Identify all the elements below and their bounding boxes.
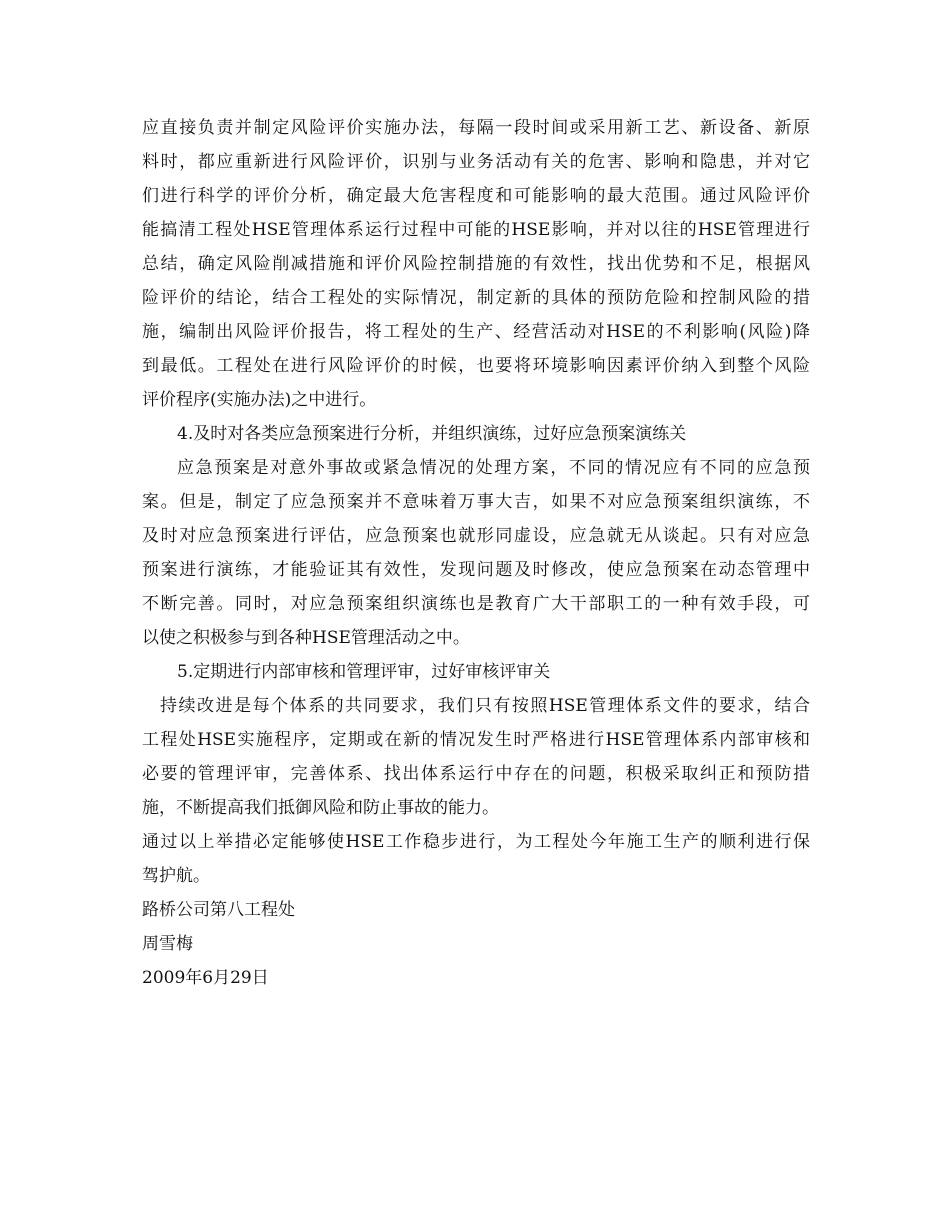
body-line: 能搞清工程处HSE管理体系运行过程中可能的HSE影响，并对以往的HSE管理进行 <box>142 220 810 240</box>
section-heading: 5.定期进行内部审核和管理评审，过好审核评审关 <box>177 662 551 682</box>
body-line: 及时对应急预案进行评估，应急预案也就形同虚设，应急就无从谈起。只有对应急 <box>142 526 810 546</box>
closing-line: 驾护航。 <box>142 866 210 886</box>
body-line: 工程处HSE实施程序，定期或在新的情况发生时严格进行HSE管理体系内部审核和 <box>142 730 810 750</box>
body-line: 总结，确定风险削减措施和评价风险控制措施的有效性，找出优势和不足，根据风 <box>142 254 810 274</box>
body-line: 案。但是，制定了应急预案并不意味着万事大吉，如果不对应急预案组织演练，不 <box>142 492 810 512</box>
body-line: 们进行科学的评价分析，确定最大危害程度和可能影响的最大范围。通过风险评价 <box>142 186 810 206</box>
section-heading: 4.及时对各类应急预案进行分析，并组织演练，过好应急预案演练关 <box>177 424 687 444</box>
signature-organization: 路桥公司第八工程处 <box>142 900 295 920</box>
body-line: 应直接负责并制定风险评价实施办法，每隔一段时间或采用新工艺、新设备、新原 <box>142 118 810 138</box>
body-line: 必要的管理评审，完善体系、找出体系运行中存在的问题，积极采取纠正和预防措 <box>142 764 810 784</box>
body-line: 评价程序(实施办法)之中进行。 <box>142 390 377 410</box>
body-line: 持续改进是每个体系的共同要求，我们只有按照HSE管理体系文件的要求，结合 <box>160 696 810 716</box>
signature-author: 周雪梅 <box>142 934 193 954</box>
body-line: 施，不断提高我们抵御风险和防止事故的能力。 <box>142 798 499 818</box>
body-line: 以使之积极参与到各种HSE管理活动之中。 <box>142 628 470 648</box>
body-line: 应急预案是对意外事故或紧急情况的处理方案，不同的情况应有不同的应急预 <box>177 458 810 478</box>
closing-line: 通过以上举措必定能够使HSE工作稳步进行，为工程处今年施工生产的顺利进行保 <box>142 832 810 852</box>
body-line: 到最低。工程处在进行风险评价的时候，也要将环境影响因素评价纳入到整个风险 <box>142 356 810 376</box>
body-line: 不断完善。同时，对应急预案组织演练也是教育广大干部职工的一种有效手段，可 <box>142 594 810 614</box>
signature-date: 2009年6月29日 <box>142 968 269 988</box>
body-line: 险评价的结论，结合工程处的实际情况，制定新的具体的预防危险和控制风险的措 <box>142 288 810 308</box>
body-line: 预案进行演练，才能验证其有效性，发现问题及时修改，使应急预案在动态管理中 <box>142 560 810 580</box>
document-body <box>142 111 810 995</box>
body-line: 料时，都应重新进行风险评价，识别与业务活动有关的危害、影响和隐患，并对它 <box>142 152 810 172</box>
body-line: 施，编制出风险评价报告，将工程处的生产、经营活动对HSE的不利影响(风险)降 <box>142 322 810 342</box>
